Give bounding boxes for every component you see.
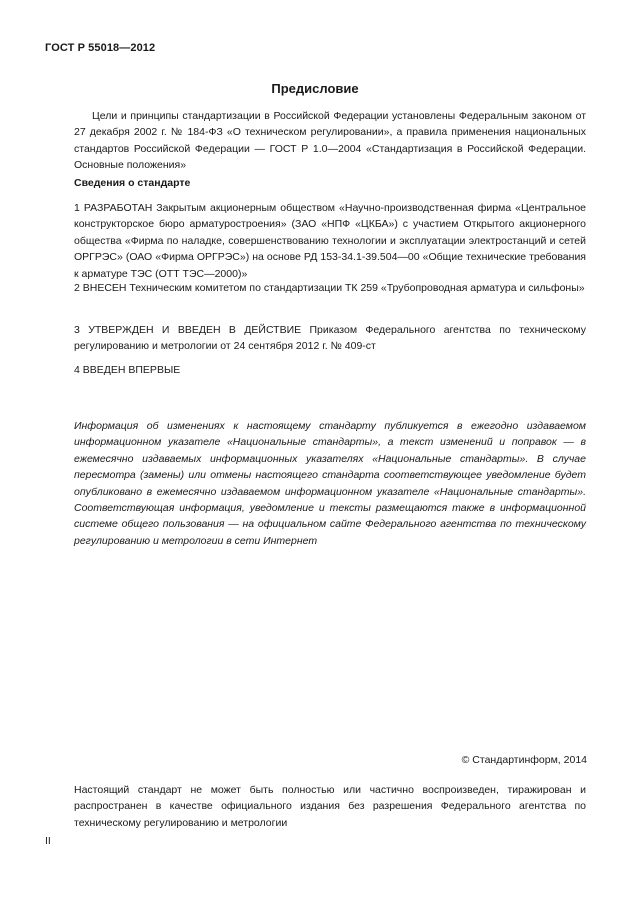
copyright-line: © Стандартинформ, 2014 — [461, 754, 587, 766]
page-number: II — [45, 835, 51, 847]
section-heading: Сведения о стандарте — [74, 177, 191, 189]
page-title: Предисловие — [271, 81, 359, 96]
info-item-2: 2 ВНЕСЕН Техническим комитетом по стандартизации ТК 259 «Трубопроводная арматура и сильфоны» — [74, 282, 585, 294]
info-item-3: 3 УТВЕРЖДЕН И ВВЕДЕН В ДЕЙСТВИЕ Приказом Федерального агентства по техническому регулированию и метрологии от 24 сентября 2012 г. № 409-ст — [74, 324, 586, 353]
info-item-1: 1 РАЗРАБОТАН Закрытым акционерным обществом «Научно-производственная фирма «Центральное конструкторское бюро арматуростроения» (ЗАО «НПФ «ЦКБА») с участием Открытого акционерного общества «Фирма по наладке, совершенствованию технологии и эксплуатации электростанций и сетей ОРГРЭС» (ОАО «Фирма ОРГРЭС») на основе РД 153-34.1-39.504—00 «Общие технические требования к арматуре ТЭС (ОТТ ТЭС—2000)» — [74, 202, 586, 280]
document-number: ГОСТ Р 55018—2012 — [45, 42, 156, 54]
info-item-4: 4 ВВЕДЕН ВПЕРВЫЕ — [74, 364, 181, 376]
change-notice: Информация об изменениях к настоящему стандарту публикуется в ежегодно издаваемом информационном указателе «Национальные стандарты», а текст изменений и поправок — в ежемесячно издаваемых информационных указателях «Национальные стандарты». В случае пересмотра (замены) или отмены настоящего стандарта соответствующее уведомление будет опубликовано в ежемесячно издаваемом информационном указателе «Национальные стандарты». Соответствующая информация, уведомление и тексты размещаются также в информационной системе общего пользования — на официальном сайте Федерального агентства по техническому регулированию и метрологии в сети Интернет — [74, 420, 586, 547]
reproduction-notice: Настоящий стандарт не может быть полностью или частично воспроизведен, тиражирован и распространен в качестве официального издания без разрешения Федерального агентства по техническому регулированию и метрологии — [74, 784, 586, 829]
intro-paragraph: Цели и принципы стандартизации в Российской Федерации установлены Федеральным законом от 27 декабря 2002 г. № 184-ФЗ «О техническом регулировании», а правила применения национальных стандартов Российской Федерации — ГОСТ Р 1.0—2004 «Стандартизация в Российской Федерации. Основные положения» — [74, 110, 586, 172]
